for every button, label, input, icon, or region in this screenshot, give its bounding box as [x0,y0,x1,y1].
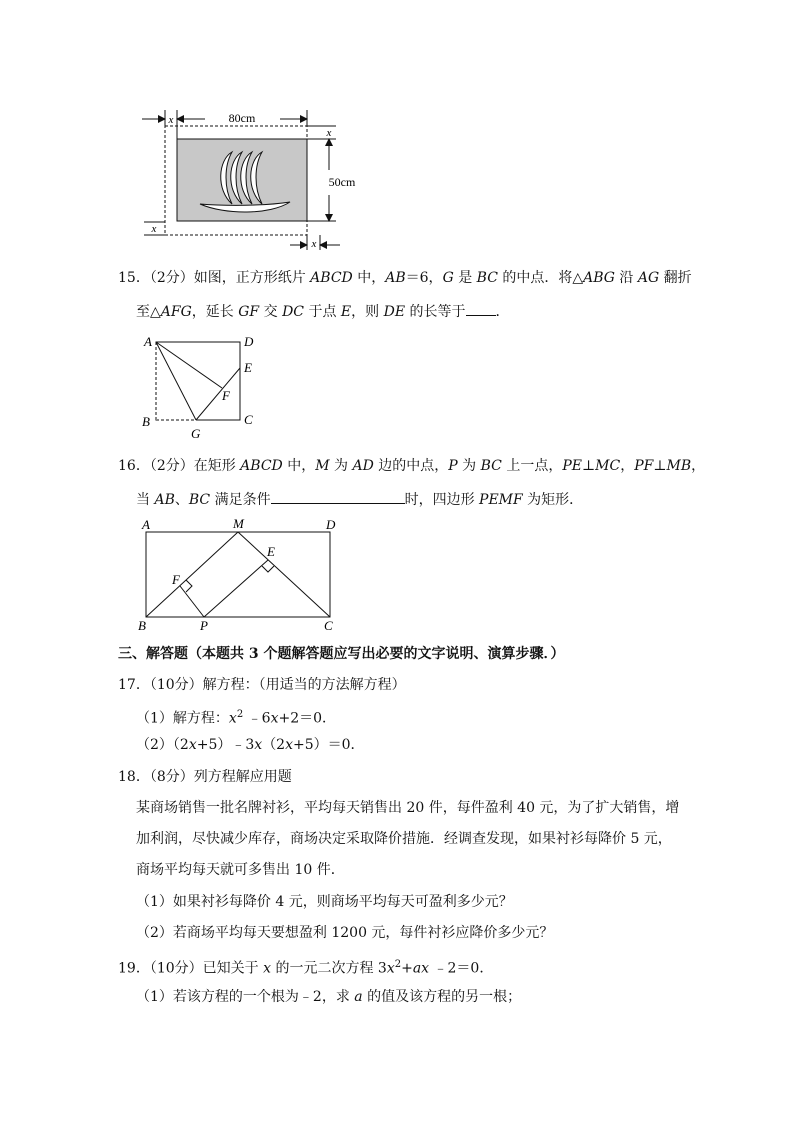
svg-text:B: B [142,414,150,429]
svg-text:C: C [324,618,333,633]
svg-text:D: D [244,334,254,349]
q18-para-1: 某商场销售一批名牌衬衫，平均每天销售出 20 件，每件盈利 40 元，为了扩大销售，增 [136,800,680,816]
q18-part1: （1）如果衬衫每降价 4 元，则商场平均每天可盈利多少元？ [136,894,513,910]
q15-line1: 15．（2分）如图，正方形纸片 ABCD 中，AB＝6，G 是 BC 的中点．将△ABG 沿 AG 翻折 [118,270,692,286]
svg-text:E: E [244,360,252,375]
svg-text:D: D [326,517,336,532]
svg-text:P: P [200,618,208,633]
q17-part1: （1）解方程：$x^2$ ﹣6x+2＝0． [136,709,337,727]
q17-part2: （2）（2x+5）﹣3x（2x+5）＝0． [136,737,365,753]
x-label-top: x [168,114,174,126]
q16-line2: 当 AB、BC 满足条件 时，四边形 PEMF 为矩形． [136,489,583,510]
q19-title: 19．（10分）已知关于 x 的一元二次方程 $3x^2+ax$ ﹣2＝0． [118,959,494,977]
q17-title: 17．（10分）解方程：（用适当的方法解方程） [118,677,406,693]
q18-para-2: 加利润，尽快减少库存，商场决定采取降价措施．经调查发现，如果衬衫每降价 5 元， [136,831,672,847]
q15-line2: 至△AFG，延长 GF 交 DC 于点 E，则 DE 的长等于 ． [136,301,510,322]
svg-text:F: F [222,388,230,403]
section-3-heading: 三、解答题（本题共 3 个题解答题应写出必要的文字说明、演算步骤．） [118,646,565,662]
figure-q15 [136,330,266,442]
svg-text:B: B [138,618,146,633]
svg-text:A: A [144,334,152,349]
svg-text:E: E [267,544,275,559]
svg-text:M: M [233,516,244,531]
svg-text:C: C [244,412,253,427]
svg-text:A: A [142,517,150,532]
q16-line1: 16．（2分）在矩形 ABCD 中，M 为 AD 边的中点，P 为 BC 上一点，PE⊥MC，PF⊥MB， [118,458,706,474]
q18-part2: （2）若商场平均每天要想盈利 1200 元，每件衬衫应降价多少元？ [136,925,554,941]
width-label: 80cm [228,111,256,125]
svg-text:G: G [191,426,201,441]
q16-answer-blank[interactable] [271,489,405,504]
q18-title: 18．（8分）列方程解应用题 [118,769,292,785]
x-label-bottom: x [311,238,317,250]
q19-part1: （1）若该方程的一个根为﹣2，求 a 的值及该方程的另一根； [136,989,522,1005]
q18-para-3: 商场平均每天就可多售出 10 件． [136,862,345,878]
height-label: 50cm [328,175,356,189]
q15-answer-blank[interactable] [466,301,496,316]
x-label-left: x [151,223,157,235]
svg-text:F: F [172,572,180,587]
figure-q14-frame [130,100,370,255]
x-label-right: x [326,127,332,139]
figure-q16 [134,514,350,636]
